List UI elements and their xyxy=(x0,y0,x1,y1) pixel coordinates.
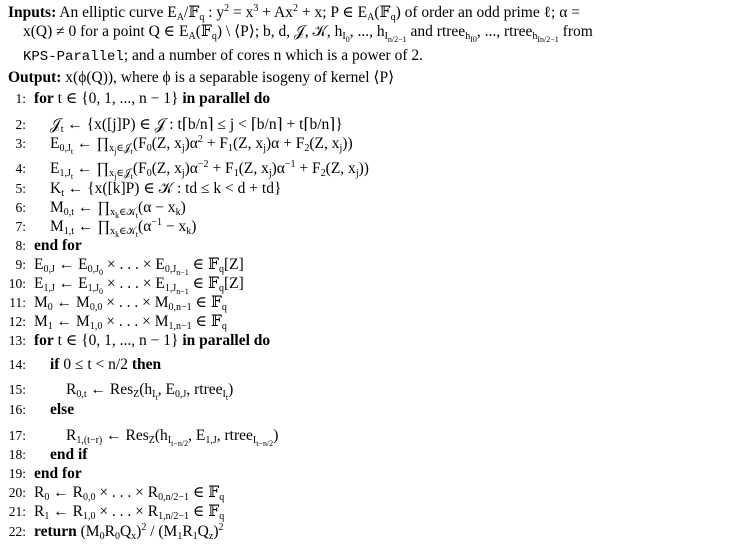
algorithm-page: Inputs: An elliptic curve $E_A/𝔽_q$ : $y^2 = x^3 + Ax^2 + x$; P ∈ $E_A(𝔽_q)$ of order an odd prime ℓ; α = x(Q) ≠ 0 for a point Q ∈ $E_A(𝔽_q)$ \ ⟨P⟩; b, d, 𝒥, 𝒦, $h_{I_0}$, ..., $h_{I_{n/2-1}}$ and rtree$_{h_{I0}}$, ..., rtree$_{h_{In/2-1}}$ from KPS-Parallel; and a number of cores n which is a power of 2. Output: x(ϕ(Q)), where ϕ is a separable isogeny of kernel ⟨P⟩ 1: for t ∈ {0, 1, ..., n − 1} in parallel do 2: 𝒥$_t$ ← {x([j]P) ∈ 𝒥 : t⌈b/n⌉ ≤ j < ⌈b/n⌉ + t⌈b/n⌉} 3: $E_{0,J_t}$ ← $\prod_{x_j\in 𝒥_t}(F_0(Z$, $x_j)\alpha^2 + F_1(Z$, $x_j)\alpha + F_2(Z$, $x_j$)) 4: $E_{1,J_t}$ ← $\prod_{x_j\in 𝒥_t}(F_0(Z$, $x_j)\alpha^{-2} + F_1(Z$, $x_j)\alpha^{-1} + F_2(Z$, $x_j$)) 5: $K_t$ ← {x([k]P) ∈ 𝒦 : td ≤ k < d + td} 6: $M_{0,t}$ ← $\prod_{x_k\in 𝒦_t}(\alpha - x_k)$ 7: $M_{1,t}$ ← $\prod_{x_k\in 𝒦_t}(\alpha^{-1} - x_k)$ 8: end for 9: $E_{0,J}$ ← $E_{0,J_0}$ × . . . × $E_{0,J_{n-1}}$ ∈ 𝔽$_q$[Z] 10: $E_{1,J}$ ← $E_{1,J_0}$ × . . . × $E_{1,J_{n-1}}$ ∈ 𝔽$_q$[Z] 11: $M_0$ ← $M_{0,0}$ × . . . × $M_{0,n-1}$ ∈ 𝔽$_q$ 12: $M_1$ ← $M_{1,0}$ × . . . × $M_{1,n-1}$ ∈ 𝔽$_q$ 13: for t ∈ {0, 1, ..., n − 1} in parallel do 14: if 0 ≤ t < n/2 then 15: $R_{0,t}$ ← $Res_Z(h_{I_t}$, $E_{0,J}$, rtree$_{I_t}$) 16: else 17: $R_{1,(t-r)}$ ← $Res_Z(h_{I_{t-n/2}}$, $E_{1,J}$, rtree$_{I_{t-n/2}}$) 18: end if 19: end for 20: $R_0$ ← $R_{0,0}$ × . . . × $R_{0,n/2-1}$ ∈ 𝔽$_q$ 21: $R_1$ ← $R_{1,0}$ × . . . × $R_{1,n/2-1}$ ∈ 𝔽$_q$ 22: return $(M_0R_0Q_x)^2 / (M_1R_1Q_z)^2$ xyxy=(0,0,747,544)
inputs-line-1: Inputs: An elliptic curve $E_A/𝔽_q$ : $y^2 = x^3 + Ax^2 + x$; P ∈ $E_A(𝔽_q)$ of order an odd prime ℓ; α = xyxy=(8,3,580,23)
inputs-line-3: KPS-Parallel; and a number of cores n which is a power of 2. xyxy=(23,47,423,65)
output-line: Output: x(ϕ(Q)), where ϕ is a separable isogeny of kernel ⟨P⟩ xyxy=(8,69,395,86)
inputs-line-2: x(Q) ≠ 0 for a point Q ∈ $E_A(𝔽_q)$ \ ⟨P⟩; b, d, 𝒥, 𝒦, $h_{I_0}$, ..., $h_{I_{n/2-1}}$ and rtree$_{h_{I0}}$, ..., rtree$_{h_{In/2-1}}$ from xyxy=(23,23,593,44)
